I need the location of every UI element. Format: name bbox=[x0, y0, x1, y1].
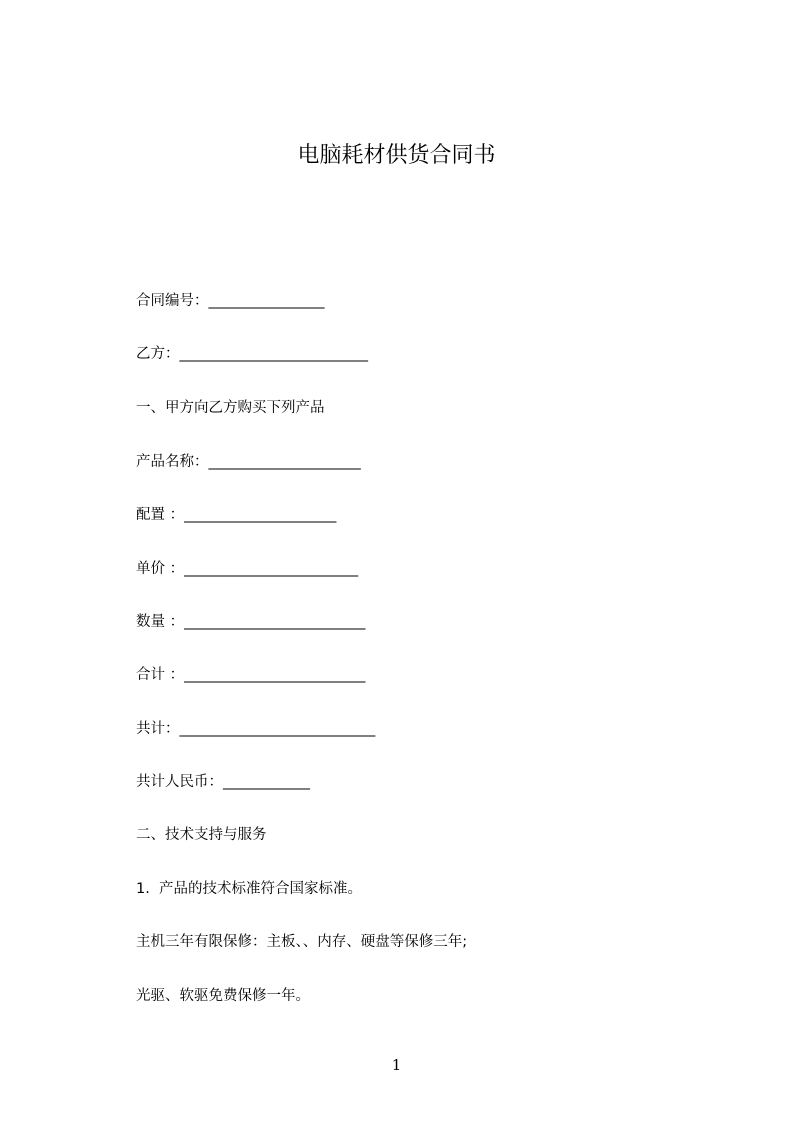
total-rmb-line: 共计人民币：____________ bbox=[136, 774, 310, 790]
product-name-line: 产品名称：_____________________ bbox=[136, 454, 361, 470]
total-line: 共计：___________________________ bbox=[136, 721, 376, 737]
party-b-line: 乙方：__________________________ bbox=[136, 346, 368, 362]
subtotal-line: 合计 ：_________________________ bbox=[136, 667, 366, 683]
tech-standard-line: 1. 产品的技术标准符合国家标准。 bbox=[136, 881, 363, 897]
host-warranty-line: 主机三年有限保修：主板、、内存、硬盘等保修三年; bbox=[136, 934, 468, 950]
document-title: 电脑耗材供货合同书 bbox=[297, 143, 496, 168]
contract-number-line: 合同编号：________________ bbox=[136, 293, 325, 309]
configuration-line: 配置 ：_____________________ bbox=[136, 507, 337, 523]
unit-price-line: 单价 ：________________________ bbox=[136, 561, 359, 577]
drive-warranty-line: 光驱、软驱免费保修一年。 bbox=[136, 988, 310, 1004]
section-one-heading: 一、甲方向乙方购买下列产品 bbox=[136, 400, 325, 416]
quantity-line: 数量 ：_________________________ bbox=[136, 614, 366, 630]
section-two-heading: 二、技术支持与服务 bbox=[136, 827, 267, 843]
page-number: 1 bbox=[391, 1056, 402, 1074]
